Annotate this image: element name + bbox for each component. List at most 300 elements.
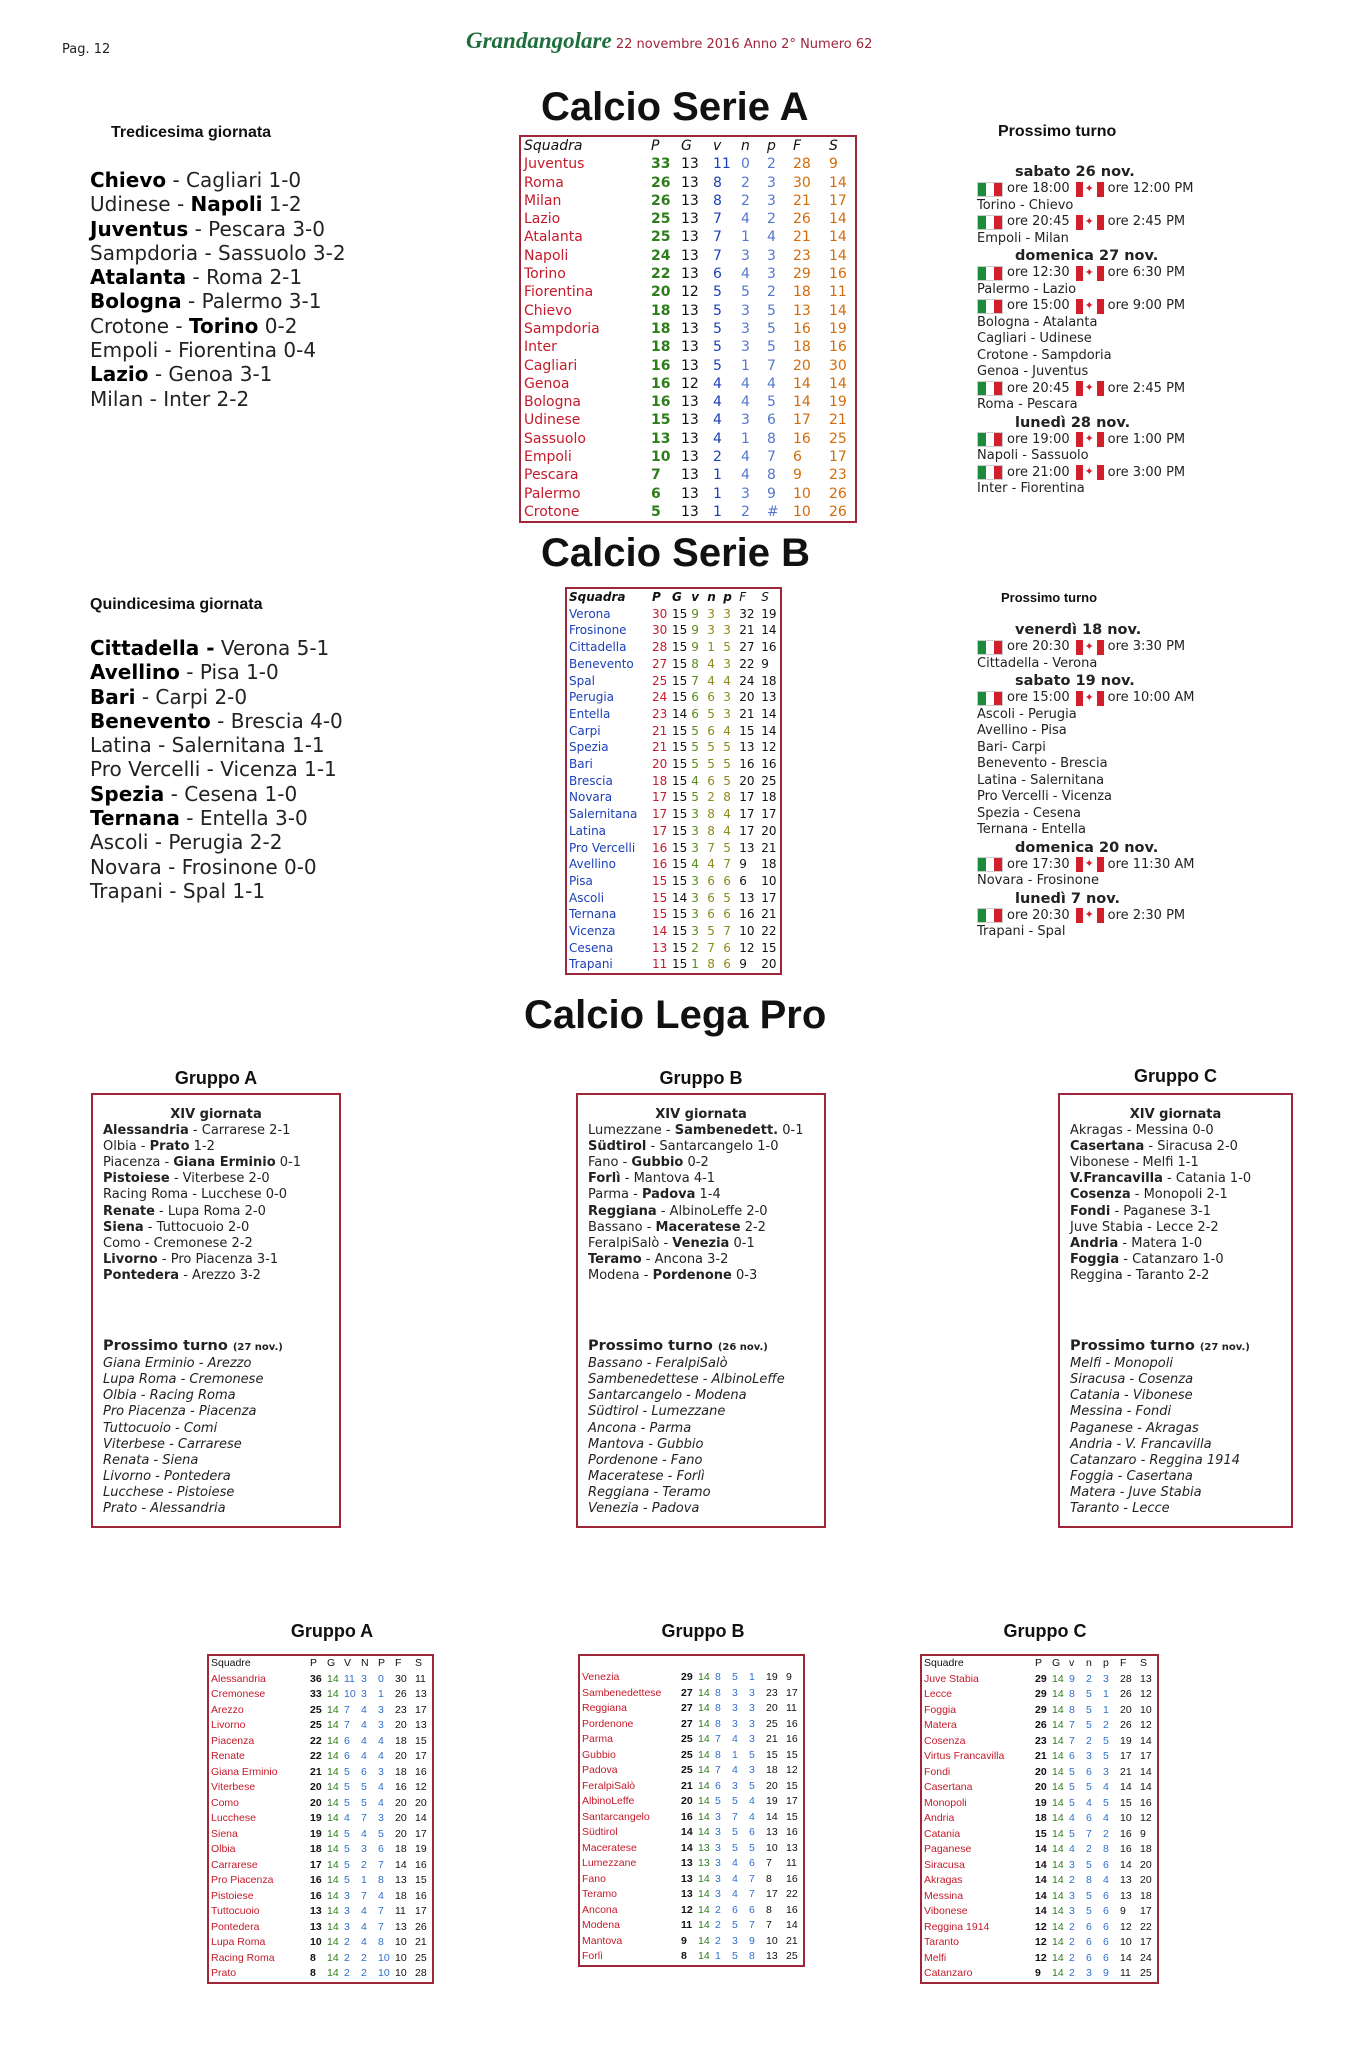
table-cell: 17 <box>761 807 777 822</box>
table-cell: Arezzo <box>208 1703 308 1719</box>
table-cell: 14 <box>1052 1936 1064 1948</box>
table-cell: Pro Piacenza <box>208 1873 308 1889</box>
table-cell: 10 <box>378 1951 390 1964</box>
kickoff-time <box>977 265 1227 282</box>
table-row <box>921 1889 1158 1905</box>
table-cell: 21 <box>1035 1750 1047 1762</box>
table-cell: 7 <box>713 247 722 264</box>
table-cell: 11 <box>344 1672 355 1685</box>
table-cell: 4 <box>741 449 750 466</box>
round-title: XIV giornata <box>170 1107 262 1122</box>
table-cell: 14 <box>327 1843 339 1855</box>
table-cell: 2 <box>344 1951 350 1964</box>
table-cell: 8 <box>707 807 715 822</box>
column-header: V <box>344 1657 352 1669</box>
table-cell: Piacenza <box>208 1734 308 1750</box>
table-cell: 22 <box>761 924 777 939</box>
table-cell: Carrarese <box>208 1858 308 1874</box>
table-cell: 10 <box>344 1688 356 1700</box>
table-row <box>566 873 781 890</box>
table-cell: 17 <box>829 192 847 209</box>
table-cell: Fiorentina <box>524 284 594 301</box>
table-cell: 14 <box>761 723 777 738</box>
table-cell: 8 <box>713 174 722 191</box>
column-header: Squadre <box>211 1657 251 1669</box>
table-row <box>921 1827 1158 1843</box>
column-header: n <box>707 590 716 604</box>
table-cell: 20 <box>651 284 671 301</box>
table-row <box>921 1734 1158 1750</box>
result-line: Spezia - Cesena 1-0 <box>90 781 298 806</box>
table-cell: 15 <box>672 924 688 939</box>
table-cell: Juve Stabia <box>921 1672 1033 1688</box>
table-cell: 19 <box>415 1843 427 1855</box>
italy-time: ore 19:00 <box>1007 431 1070 447</box>
round-title: XIV giornata <box>655 1107 747 1122</box>
table-row <box>921 1718 1158 1734</box>
table-cell: 25 <box>310 1719 322 1731</box>
table-row <box>921 1780 1158 1796</box>
serie-b-next-turn <box>977 621 1227 941</box>
table-cell: 14 <box>698 1717 710 1730</box>
table-cell: 14 <box>1120 1858 1132 1871</box>
table-cell: Virtus Francavilla <box>921 1749 1033 1765</box>
table-row <box>520 174 856 192</box>
table-cell: 14 <box>1052 1781 1064 1793</box>
winner: Foggia <box>1070 1251 1120 1267</box>
table-cell: Paganese <box>921 1842 1033 1858</box>
table-cell: 5 <box>749 1779 755 1792</box>
result-line: Racing Roma - Lucchese 0-0 <box>103 1187 288 1203</box>
table-cell: 5 <box>713 284 722 301</box>
table-cell: 5 <box>707 757 715 772</box>
table-cell: 14 <box>1052 1967 1064 1979</box>
table-cell: 2 <box>767 211 776 228</box>
table-cell: 9 <box>749 1934 755 1947</box>
table-cell: 29 <box>1035 1688 1047 1700</box>
table-cell: 20 <box>1140 1874 1152 1886</box>
table-cell: 4 <box>732 1857 738 1869</box>
table-cell: 14 <box>698 1888 710 1900</box>
table-cell: Pistoiese <box>208 1889 308 1905</box>
match-day: domenica 20 nov. <box>1015 839 1159 856</box>
column-header: Squadre <box>924 1657 964 1669</box>
fixture: Siracusa - Cosenza <box>1070 1372 1194 1388</box>
table-cell: Lumezzane <box>579 1856 679 1872</box>
table-cell: Lucchese <box>208 1811 308 1827</box>
fixture: Empoli - Milan <box>977 230 1069 246</box>
winner: Siena <box>103 1219 144 1235</box>
table-cell: Roma <box>524 174 564 191</box>
table-row <box>566 823 781 840</box>
table-cell: 9 <box>691 640 699 655</box>
table-cell: 2 <box>344 1936 350 1948</box>
table-cell: 5 <box>713 339 722 356</box>
table-cell: 3 <box>741 412 750 429</box>
table-row <box>566 639 781 656</box>
canada-time: ore 2:45 PM <box>1107 380 1186 396</box>
table-cell: 23 <box>395 1703 407 1716</box>
table-cell: AlbinoLeffe <box>579 1794 679 1810</box>
result-line: Fondi - Paganese 3-1 <box>1070 1203 1212 1219</box>
table-cell: 26 <box>1120 1719 1132 1731</box>
table-cell: 14 <box>1140 1781 1152 1793</box>
table-cell: Andria <box>921 1811 1033 1827</box>
table-cell: 4 <box>741 266 750 283</box>
table-cell: 13 <box>1120 1874 1132 1886</box>
table-cell: 2 <box>344 1967 350 1979</box>
table-cell: 16 <box>786 1826 798 1838</box>
table-cell: Modena <box>579 1918 679 1934</box>
table-cell: 16 <box>681 1810 693 1823</box>
table-cell: 16 <box>310 1889 322 1902</box>
table-cell: 3 <box>1086 1967 1092 1979</box>
table-row <box>566 673 781 690</box>
table-cell: 27 <box>739 640 755 655</box>
table-cell: 14 <box>793 394 811 411</box>
table-cell: 16 <box>415 1765 427 1778</box>
fixture: Genoa - Juventus <box>977 364 1089 379</box>
table-cell: 4 <box>767 229 776 246</box>
table-cell: 3 <box>741 339 750 356</box>
table-cell: 23 <box>829 467 847 484</box>
table-cell: 14 <box>1052 1688 1064 1700</box>
table-cell: Giana Erminio <box>208 1765 308 1781</box>
table-row <box>579 1670 804 1686</box>
table-cell: 14 <box>672 706 688 721</box>
table-row <box>520 320 856 338</box>
table-cell: 6 <box>715 1779 721 1792</box>
table-cell: 20 <box>1120 1703 1132 1716</box>
table-cell: 20 <box>395 1796 407 1809</box>
table-cell: Carpi <box>569 723 601 738</box>
table-cell: 9 <box>829 156 838 173</box>
table-cell: 6 <box>1103 1858 1109 1871</box>
table-cell: 18 <box>793 339 811 356</box>
table-cell: 18 <box>761 857 777 872</box>
table-cell: 17 <box>1120 1750 1132 1762</box>
table-cell: Como <box>208 1796 308 1812</box>
result-line: Udinese - Napoli 1-2 <box>90 192 302 217</box>
fixture: Lupa Roma - Cremonese <box>103 1372 264 1388</box>
table-row <box>520 265 856 283</box>
table-cell: Milan <box>524 192 562 209</box>
fixture: Lucchese - Pistoiese <box>103 1484 235 1500</box>
table-cell: 5 <box>1103 1796 1109 1809</box>
table-cell: 16 <box>652 840 668 855</box>
result-line: Forlì - Mantova 4-1 <box>588 1171 716 1187</box>
table-cell: 7 <box>723 924 731 939</box>
table-cell: 2 <box>1069 1936 1075 1948</box>
table-cell: 33 <box>651 156 671 173</box>
table-cell: 13 <box>739 840 755 855</box>
table-cell: Ancona <box>579 1903 679 1919</box>
fixture: Melfi - Monopoli <box>1070 1356 1173 1372</box>
table-cell: 14 <box>415 1812 427 1824</box>
table-cell: 25 <box>829 430 847 447</box>
table-cell: 23 <box>793 247 811 264</box>
table-cell: 3 <box>723 706 731 721</box>
result-line: Trapani - Spal 1-1 <box>90 878 266 903</box>
serie-a-next-turn <box>977 163 1227 498</box>
table-cell: 7 <box>361 1889 367 1902</box>
table-cell: 30 <box>829 357 847 374</box>
table-cell: 26 <box>651 174 671 191</box>
table-cell: 1 <box>713 503 722 520</box>
canada-time: ore 3:00 PM <box>1107 464 1186 480</box>
table-cell: 3 <box>741 302 750 319</box>
table-cell: 17 <box>415 1827 427 1840</box>
table-cell: 14 <box>761 706 777 721</box>
table-cell: Renate <box>208 1749 308 1765</box>
canada-flag-icon <box>1076 266 1104 281</box>
table-cell: 8 <box>1086 1874 1092 1886</box>
table-header-row <box>520 136 856 155</box>
table-cell: 5 <box>1086 1719 1092 1731</box>
table-cell: 1 <box>707 640 715 655</box>
table-cell: 8 <box>310 1951 316 1964</box>
table-row <box>921 1951 1158 1967</box>
result-line: Piacenza - Giana Erminio 0-1 <box>103 1155 302 1171</box>
table-cell: 4 <box>707 673 715 688</box>
table-cell: 5 <box>767 394 776 411</box>
table-cell: 3 <box>749 1733 755 1745</box>
result-line: Lumezzane - Sambenedett. 0-1 <box>588 1123 804 1139</box>
table-cell: 15 <box>652 907 668 922</box>
table-cell: Juventus <box>524 156 585 173</box>
table-cell: 13 <box>681 302 699 319</box>
fixture: Ascoli - Perugia <box>977 706 1077 722</box>
table-cell: 15 <box>672 640 688 655</box>
fixture: Avellino - Pisa <box>977 723 1067 738</box>
canada-time: ore 6:30 PM <box>1107 265 1186 280</box>
table-cell: 4 <box>713 394 722 411</box>
table-cell: 3 <box>715 1826 721 1838</box>
table-cell: 9 <box>739 957 747 972</box>
table-cell: Messina <box>921 1889 1033 1905</box>
result-line: Casertana - Siracusa 2-0 <box>1070 1139 1238 1155</box>
table-cell: 14 <box>1052 1827 1064 1840</box>
table-cell: 15 <box>786 1779 798 1792</box>
winner: Lazio <box>90 362 149 387</box>
table-cell: 6 <box>691 706 699 721</box>
table-cell: 5 <box>732 1795 738 1807</box>
next-turn-label: Prossimo turno (26 nov.) <box>588 1338 768 1355</box>
table-cell: Olbia <box>208 1842 308 1858</box>
table-cell: 13 <box>681 1872 693 1885</box>
table-cell: 9 <box>761 656 769 671</box>
table-cell: 20 <box>761 957 777 972</box>
canada-time: ore 10:00 AM <box>1107 690 1195 705</box>
table-cell: 4 <box>691 857 699 872</box>
table-cell: 3 <box>767 192 776 209</box>
table-row <box>208 1966 433 1983</box>
table-cell: 17 <box>1140 1750 1152 1762</box>
table-row <box>208 1780 433 1796</box>
table-row <box>566 739 781 756</box>
table-row <box>579 1748 804 1764</box>
table-cell: 5 <box>361 1796 367 1809</box>
table-cell: 24 <box>652 690 668 705</box>
table-row <box>921 1966 1158 1983</box>
table-cell: 14 <box>1052 1874 1064 1886</box>
table-cell: 3 <box>732 1702 738 1714</box>
table-cell: 13 <box>681 174 699 191</box>
table-cell: 25 <box>681 1764 693 1776</box>
table-row <box>921 1672 1158 1688</box>
column-header <box>730 1655 747 1670</box>
canada-flag-icon <box>1076 640 1104 655</box>
result-line: Alessandria - Carrarese 2-1 <box>103 1123 291 1139</box>
table-cell: 0 <box>741 156 750 173</box>
table-cell: 5 <box>707 924 715 939</box>
table-cell: 18 <box>395 1889 407 1902</box>
table-cell: 5 <box>1103 1734 1109 1747</box>
table-cell: Taranto <box>921 1935 1033 1951</box>
table-cell: 10 <box>310 1936 322 1948</box>
table-cell: 23 <box>652 706 668 721</box>
winner: Giana Erminio <box>173 1155 276 1171</box>
table-cell: Torino <box>524 266 566 283</box>
table-row <box>520 375 856 393</box>
table-row <box>566 723 781 740</box>
table-cell: 15 <box>652 890 668 905</box>
table-cell: 4 <box>741 467 750 484</box>
table-cell: 14 <box>698 1950 710 1962</box>
result-line: Foggia - Catanzaro 1-0 <box>1070 1251 1224 1267</box>
table-cell: 12 <box>1035 1920 1047 1933</box>
table-cell: 6 <box>713 266 722 283</box>
winner: Avellino <box>90 660 180 685</box>
table-cell: 4 <box>361 1750 367 1762</box>
fixture: Südtirol - Lumezzane <box>588 1404 726 1420</box>
table-cell: 5 <box>707 706 715 721</box>
table-cell: 16 <box>1140 1796 1152 1809</box>
winner: Gubbio <box>631 1155 684 1171</box>
table-cell: 6 <box>1086 1765 1092 1778</box>
serie-a-results-title: Tredicesima giornata <box>111 124 272 141</box>
table-cell: Pro Vercelli <box>569 840 636 855</box>
next-turn-date: (27 nov.) <box>1199 1342 1250 1354</box>
table-cell: 14 <box>1052 1796 1064 1809</box>
result-line: Cittadella - Verona 5-1 <box>90 636 330 660</box>
table-cell: Empoli <box>524 449 572 466</box>
table-row <box>520 155 856 173</box>
table-cell: 11 <box>395 1905 406 1917</box>
table-cell: 4 <box>767 375 776 392</box>
table-cell: 16 <box>310 1874 322 1886</box>
fixture: Benevento - Brescia <box>977 756 1108 771</box>
table-row <box>520 228 856 246</box>
italy-time: ore 20:30 <box>1007 639 1070 654</box>
table-cell: 4 <box>723 823 731 838</box>
table-cell: 5 <box>1103 1750 1109 1762</box>
table-cell: Venezia <box>579 1670 679 1686</box>
match-day: lunedì 28 nov. <box>1015 414 1131 431</box>
table-row <box>520 192 856 210</box>
table-cell: 7 <box>767 449 776 466</box>
column-header: S <box>1140 1657 1148 1669</box>
table-cell: 2 <box>1086 1843 1092 1855</box>
table-cell: 12 <box>681 375 699 392</box>
table-cell: 14 <box>1035 1905 1047 1917</box>
table-cell: 21 <box>681 1779 693 1792</box>
table-cell: 18 <box>1140 1843 1152 1855</box>
table-cell: 14 <box>1052 1920 1064 1933</box>
table-cell: 7 <box>651 467 661 484</box>
table-cell: 15 <box>672 823 688 838</box>
table-cell: 8 <box>767 430 776 447</box>
table-cell: 3 <box>741 247 750 264</box>
table-cell: 10 <box>395 1951 407 1964</box>
table-cell: 14 <box>327 1781 339 1793</box>
table-cell: 25 <box>652 673 668 688</box>
table-cell: 3 <box>732 1686 738 1699</box>
winner: V.Francavilla <box>1070 1171 1163 1187</box>
table-cell: 6 <box>707 773 715 788</box>
table-row <box>208 1889 433 1905</box>
result-line: Reggiana - AlbinoLeffe 2-0 <box>588 1203 768 1219</box>
table-row <box>520 283 856 301</box>
table-cell: 11 <box>1120 1967 1131 1979</box>
column-header <box>764 1655 784 1670</box>
table-cell: 23 <box>1035 1734 1047 1747</box>
italy-time: ore 18:00 <box>1007 181 1070 196</box>
kickoff-time <box>977 214 1227 231</box>
table-cell: 14 <box>1052 1951 1064 1964</box>
table-cell: 21 <box>652 723 668 738</box>
match-day: sabato 19 nov. <box>1015 673 1135 689</box>
table-cell: 13 <box>681 503 699 520</box>
table-cell: 2 <box>361 1951 367 1964</box>
table-cell: 2 <box>1103 1827 1109 1840</box>
table-cell: 14 <box>1052 1734 1064 1747</box>
italy-time: ore 12:30 <box>1007 265 1070 280</box>
table-cell: 26 <box>395 1688 407 1700</box>
table-cell: 7 <box>767 357 776 374</box>
group-table-title: Gruppo A <box>290 1621 374 1641</box>
table-cell: 13 <box>786 1841 798 1854</box>
table-cell: Napoli <box>524 247 569 264</box>
fixture: Pordenone - Fano <box>588 1452 703 1468</box>
winner: Pontedera <box>103 1267 180 1283</box>
table-cell: 18 <box>651 320 671 337</box>
table-cell: 6 <box>1086 1920 1092 1933</box>
table-row <box>520 411 856 429</box>
table-cell: Sambenedettese <box>579 1686 679 1702</box>
table-cell: 3 <box>344 1889 350 1902</box>
table-row <box>208 1765 433 1781</box>
table-cell: 25 <box>310 1703 322 1716</box>
table-cell: 20 <box>766 1779 778 1792</box>
table-cell: 6 <box>1103 1951 1109 1964</box>
table-row <box>520 503 856 522</box>
column-header: N <box>361 1657 369 1669</box>
table-cell: Vicenza <box>569 924 616 939</box>
table-cell: 12 <box>1140 1688 1152 1700</box>
table-cell: 3 <box>1069 1858 1075 1871</box>
table-cell: 15 <box>672 757 688 772</box>
table-row <box>579 1794 804 1810</box>
column-header <box>679 1655 696 1670</box>
table-cell: Livorno <box>208 1718 308 1734</box>
kickoff-time <box>977 381 1227 398</box>
table-cell: 8 <box>715 1748 721 1761</box>
table-cell: 5 <box>741 284 750 301</box>
table-cell: 14 <box>327 1796 339 1809</box>
brand-name: Grandangolare <box>466 28 612 53</box>
group-box <box>91 1093 341 1528</box>
